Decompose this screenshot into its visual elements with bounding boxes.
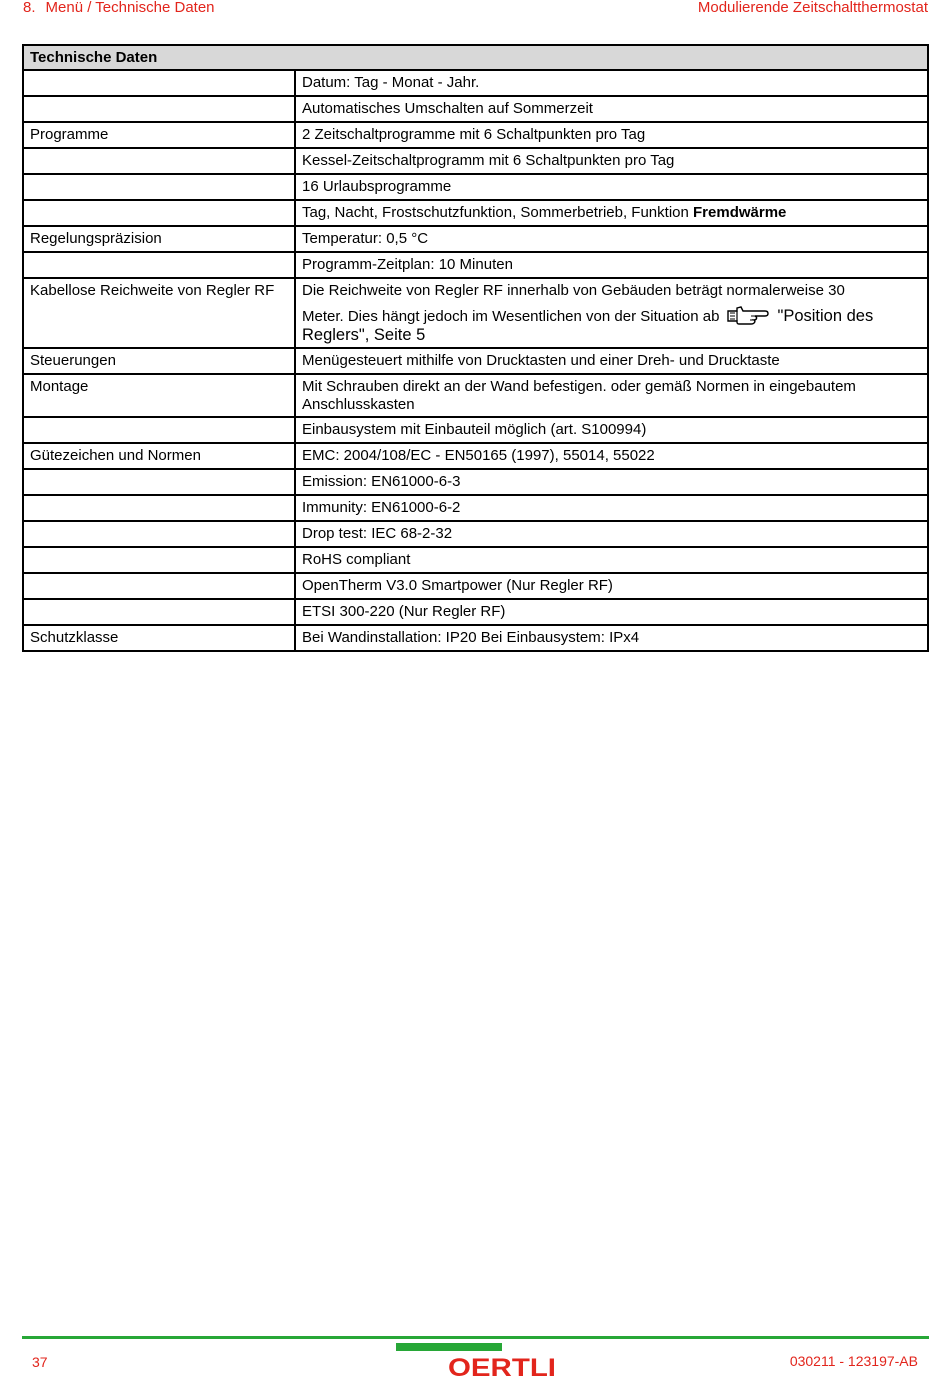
footer-accent-bar [396,1343,502,1351]
table-row [23,443,928,469]
row-label: Regelungspräzision [23,226,295,252]
table-row [23,469,928,495]
row-label: Montage [23,374,295,417]
table-row [23,122,928,148]
row-value: Immunity: EN61000-6-2 [295,495,928,521]
table-row [23,625,928,651]
row-label [23,599,295,625]
table-row [23,599,928,625]
row-label: Gütezeichen und Normen [23,443,295,469]
row-value: Bei Wandinstallation: IP20 Bei Einbausystem: IPx4 [295,625,928,651]
row-label: Kabellose Reichweite von Regler RF [23,278,295,348]
row-value [295,278,928,348]
table-row [23,70,928,96]
cross-reference-link[interactable]: "Position des Reglers", Seite 5 [302,307,874,344]
table-row [23,573,928,599]
document-title: Modulierende Zeitschaltthermostat [697,0,928,16]
row-label [23,252,295,278]
row-value-text: Tag, Nacht, Frostschutzfunktion, Sommerbetrieb, Funktion [302,204,689,221]
row-value: Datum: Tag - Monat - Jahr. [295,70,928,96]
table-row [23,174,928,200]
table-row [23,278,928,348]
row-label [23,417,295,443]
row-value: Emission: EN61000-6-3 [295,469,928,495]
table-row [23,252,928,278]
row-label [23,573,295,599]
table-heading: Technische Daten [23,45,928,70]
table-row [23,417,928,443]
document-code: 030211 - 123197-AB [789,1353,918,1369]
table-row [23,226,928,252]
table-header-row [23,45,928,70]
logo-text: OERTLI [448,1354,556,1379]
row-label [23,469,295,495]
table-row [23,521,928,547]
row-label: Steuerungen [23,348,295,374]
row-value: OpenTherm V3.0 Smartpower (Nur Regler RF) [295,573,928,599]
table-row [23,348,928,374]
oertli-logo [448,1353,558,1379]
row-label [23,96,295,122]
row-value: Programm-Zeitplan: 10 Minuten [295,252,928,278]
row-label: Programme [23,122,295,148]
row-label [23,521,295,547]
row-value: RoHS compliant [295,547,928,573]
row-value-line-2 [302,305,921,345]
row-value: Menügesteuert mithilfe von Drucktasten und einer Dreh- und Drucktaste [295,348,928,374]
row-label: Schutzklasse [23,625,295,651]
table-row [23,374,928,417]
row-label [23,174,295,200]
row-label [23,547,295,573]
section-number: 8. [23,0,36,16]
footer-divider [22,1336,929,1339]
table-row [23,200,928,226]
table-row [23,547,928,573]
table-row [23,96,928,122]
pointing-hand-icon [727,305,769,325]
section-header [23,0,215,16]
row-value: 16 Urlaubsprogramme [295,174,928,200]
row-label [23,200,295,226]
page-number: 37 [32,1354,48,1370]
row-value-line-1: Die Reichweite von Regler RF innerhalb von Gebäuden beträgt normalerweise 30 [302,282,845,299]
row-value-text: Meter. Dies hängt jedoch im Wesentlichen von der Situation ab [302,308,720,325]
row-value: Temperatur: 0,5 °C [295,226,928,252]
row-value-bold: Fremdwärme [693,204,787,221]
table-row [23,495,928,521]
row-value: EMC: 2004/108/EC - EN50165 (1997), 55014, 55022 [295,443,928,469]
section-title: Menü / Technische Daten [45,0,215,16]
row-value [295,200,928,226]
row-value: 2 Zeitschaltprogramme mit 6 Schaltpunkten pro Tag [295,122,928,148]
row-label [23,148,295,174]
row-value: Kessel-Zeitschaltprogramm mit 6 Schaltpunkten pro Tag [295,148,928,174]
row-value: Mit Schrauben direkt an der Wand befestigen. oder gemäß Normen in eingebautem Anschlusskasten [295,374,928,417]
row-value: Drop test: IEC 68-2-32 [295,521,928,547]
table-row [23,148,928,174]
row-value: Einbausystem mit Einbauteil möglich (art. S100994) [295,417,928,443]
technical-data-table [22,44,929,652]
row-value: ETSI 300-220 (Nur Regler RF) [295,599,928,625]
row-value: Automatisches Umschalten auf Sommerzeit [295,96,928,122]
row-label [23,495,295,521]
row-label [23,70,295,96]
